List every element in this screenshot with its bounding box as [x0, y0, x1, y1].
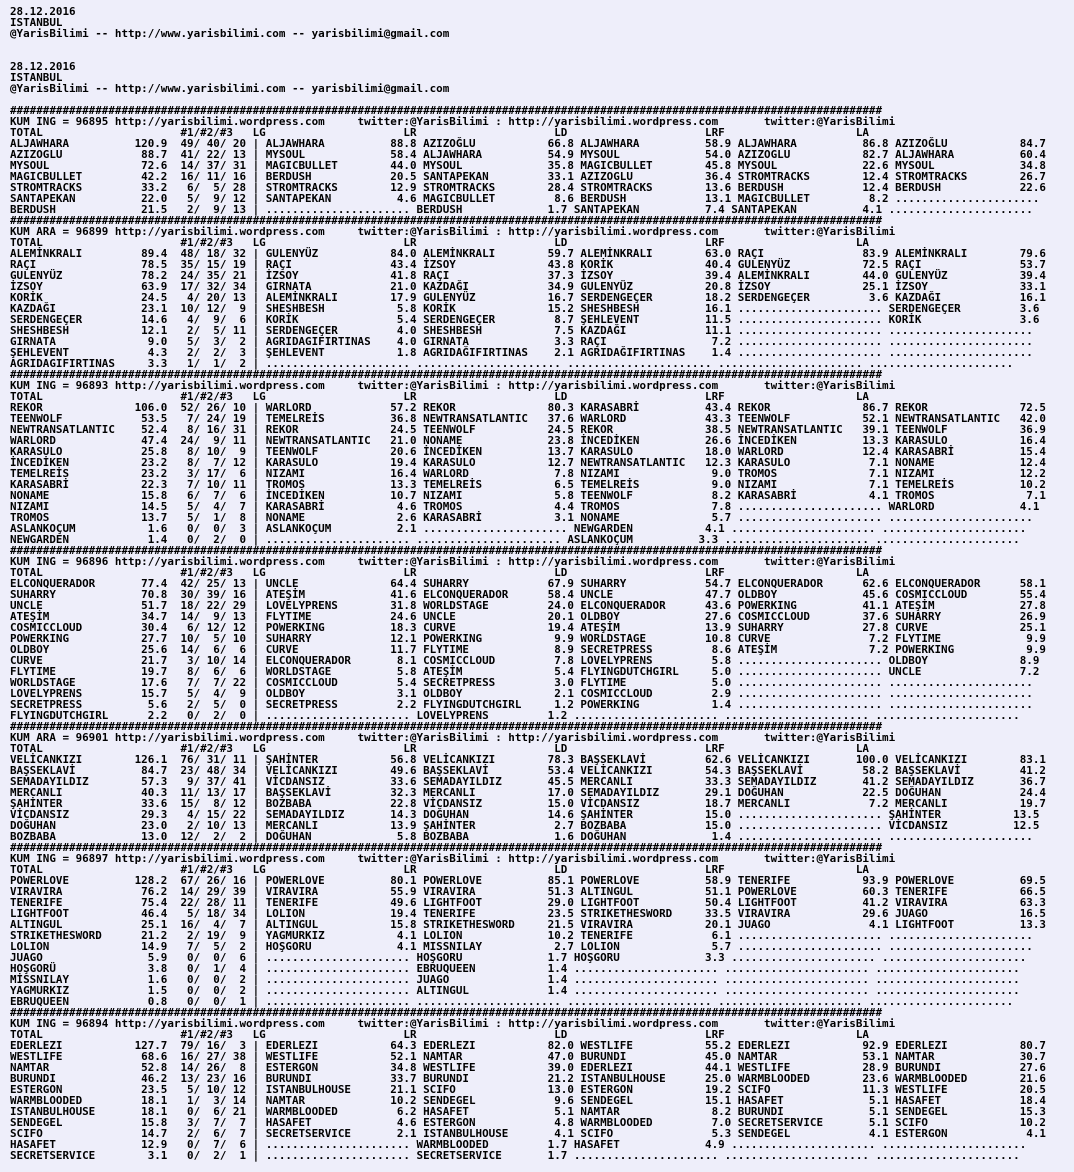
table-row: KORİK 24.5 4/ 20/ 13 | ALEMİNKRALI 17.9 GULENYÜZ 16.7 SERDENGEÇER 18.2 SERDENGEÇER 3.6 KAZDAĞI 16.1 [10, 291, 1046, 304]
table-row: POWERLOVE 128.2 67/ 26/ 16 | POWERLOVE 80.1 POWERLOVE 85.1 POWERLOVE 58.9 TENERIFE 93.9 POWERLOVE 69.5 [10, 874, 1046, 887]
table-row: NEWGARDEN 1.4 0/ 2/ 0 | ...................... ...................... ASLANKOÇUM 3.3 ...................... ...................... [10, 533, 1020, 546]
table-row: WESTLIFE 68.6 16/ 27/ 38 | WESTLIFE 52.1 NAMTAR 47.0 BURUNDI 45.0 NAMTAR 53.1 NAMTAR 30.7 [10, 1050, 1046, 1063]
table-row: JUAGO 5.9 0/ 0/ 6 | ...................... HOŞGORU 1.7 HOŞGORU 3.3 ...................... ...................... [10, 951, 1027, 964]
table-row: VELİCANKIZI 126.1 76/ 31/ 11 | ŞAHİNTER 56.8 VELİCANKIZI 78.3 BAŞSEKLAVİ 62.6 VELİCANKIZI 100.0 VELİCANKIZI 83.1 [10, 753, 1046, 766]
table-row: ESTERGON 23.5 5/ 10/ 12 | ISTANBULHOUSE 21.1 SCIFO 13.0 ESTERGON 19.2 SCIFO 11.3 WESTLIFE 20.5 [10, 1083, 1046, 1096]
separator-line: ##################################################################################################################################### [10, 1006, 883, 1019]
table-row: COSMICCLOUD 30.4 6/ 12/ 12 | POWERKING 18.3 CURVE 19.4 ATEŞİM 13.9 SUHARRY 27.8 CURVE 25.1 [10, 621, 1046, 634]
table-row: BURUNDI 46.2 13/ 23/ 16 | BURUNDI 33.7 BURUNDI 21.2 ISTANBULHOUSE 25.0 WARMBLOODED 23.6 WARMBLOODED 21.6 [10, 1072, 1046, 1085]
race-title: KUM ARA = 96899 http://yarisbilimi.wordpress.com twitter:@YarisBilimi : http://yarisbilimi.wordpress.com twitter:@YarisBilimi [10, 225, 896, 238]
race-section [10, 215, 1064, 369]
blank-line [10, 50, 1064, 61]
blank-line [10, 39, 1064, 50]
table-row: UNCLE 51.7 18/ 22/ 29 | LOVELYPRENS 31.8 WORLDSTAGE 24.0 ELCONQUERADOR 43.6 POWERKING 41.1 ATEŞİM 27.8 [10, 599, 1046, 612]
header-city: ISTANBUL [10, 16, 63, 29]
table-row: NONAME 15.8 6/ 7/ 6 | İNCEDİKEN 10.7 NIZAMI 5.8 TEENWOLF 8.2 KARASABRİ 4.1 TROMOS 7.1 [10, 489, 1046, 502]
table-row: LOVELYPRENS 15.7 5/ 4/ 9 | OLDBOY 3.1 OLDBOY 2.1 COSMICCLOUD 2.9 ...................... ...................... [10, 687, 1033, 700]
table-row: ALEMİNKRALI 89.4 48/ 18/ 32 | GULENYÜZ 84.0 ALEMİNKRALI 59.7 ALEMİNKRALI 63.0 RAÇI 83.9 ALEMİNKRALI 79.6 [10, 247, 1046, 260]
header-date: 28.12.2016 [10, 5, 76, 18]
table-row: NIZAMI 14.5 5/ 4/ 7 | KARASABRİ 4.6 TROMOS 4.4 TROMOS 7.8 ...................... WARLORD 4.1 [10, 500, 1040, 513]
table-row: WARLORD 47.4 24/ 9/ 11 | NEWTRANSATLANTIC 21.0 NONAME 23.8 İNCEDİKEN 26.6 İNCEDİKEN 13.3 KARASULO 16.4 [10, 434, 1046, 447]
table-row: SANTAPEKAN 22.0 5/ 9/ 12 | SANTAPEKAN 4.6 MAGICBULLET 8.6 BERDUSH 13.1 MAGICBULLET 8.2 ...................... [10, 192, 1040, 205]
race-section [10, 721, 1064, 842]
table-row: NEWTRANSATLANTIC 52.4 8/ 16/ 31 | REKOR 24.5 TEENWOLF 24.5 REKOR 38.5 NEWTRANSATLANTIC 39.1 TEENWOLF 36.9 [10, 423, 1046, 436]
table-row: ELCONQUERADOR 77.4 42/ 25/ 13 | UNCLE 64.4 SUHARRY 67.9 SUHARRY 54.7 ELCONQUERADOR 62.6 ELCONQUERADOR 58.1 [10, 577, 1046, 590]
header-block [10, 6, 1064, 39]
table-row: LIGHTFOOT 46.4 5/ 18/ 34 | LOLION 19.4 TENERIFE 23.5 STRIKETHESWORD 33.5 VIRAVIRA 29.6 JUAGO 16.5 [10, 907, 1046, 920]
table-row: REKOR 106.0 52/ 26/ 10 | WARLORD 57.2 REKOR 80.3 KARASABRİ 43.4 REKOR 86.7 REKOR 72.5 [10, 401, 1046, 414]
table-row: YAGMURKIZ 1.5 0/ 0/ 2 | ...................... ALTINGUL 1.4 ...................... ...................... ...................... [10, 984, 1020, 997]
table-row: EBRUQUEEN 0.8 0/ 0/ 1 | ...................... ...................... ...................... ...................... ...................... [10, 995, 1014, 1008]
table-row: CURVE 21.7 3/ 10/ 14 | ELCONQUERADOR 8.1 COSMICCLOUD 7.8 LOVELYPRENS 5.8 ...................... OLDBOY 8.9 [10, 654, 1040, 667]
table-row: WARMBLOODED 18.1 1/ 3/ 14 | NAMTAR 10.2 SENDEGEL 9.6 SENDEGEL 15.1 HASAFET 5.1 HASAFET 18.4 [10, 1094, 1046, 1107]
table-row: ATEŞİM 34.7 14/ 9/ 13 | FLYTIME 24.6 UNCLE 20.1 OLDBOY 27.6 COSMICCLOUD 37.6 SUHARRY 26.9 [10, 610, 1046, 623]
table-row: ŞEHLEVENT 4.3 2/ 2/ 3 | ŞEHLEVENT 1.8 AGRIDAĞIFIRTINAS 2.1 AGRIDAĞIFIRTINAS 1.4 ...................... ...................... [10, 346, 1033, 359]
table-row: LOLION 14.9 7/ 5/ 2 | HOŞGORU 4.1 MISSNILAY 2.7 LOLION 5.7 ...................... ...................... [10, 940, 1033, 953]
column-header: TOTAL #1/#2/#3 LG LR LD LRF LA [10, 742, 869, 755]
table-row: ISTANBULHOUSE 18.1 0/ 6/ 21 | WARMBLOODED 6.2 HASAFET 5.1 NAMTAR 8.2 BURUNDI 5.1 SENDEGEL 15.3 [10, 1105, 1046, 1118]
separator-line: ##################################################################################################################################### [10, 368, 883, 381]
table-row: AGRIDAGIFIRTINAS 3.3 1/ 1/ 2 | ...................... ...................... ...................... ...................... ...................... [10, 357, 1014, 370]
header-contact: @YarisBilimi -- http://www.yarisbilimi.com -- yarisbilimi@gmail.com [10, 27, 450, 40]
table-row: TENERIFE 75.4 22/ 28/ 11 | TENERIFE 49.6 LIGHTFOOT 29.0 LIGHTFOOT 50.4 LIGHTFOOT 41.2 VIRAVIRA 63.3 [10, 896, 1046, 909]
table-row: WORLDSTAGE 17.6 7/ 7/ 22 | COSMICCLOUD 5.4 SECRETPRESS 3.0 FLYTIME 5.0 ...................... ...................... [10, 676, 1033, 689]
table-row: EDERLEZI 127.7 79/ 16/ 3 | EDERLEZI 64.3 EDERLEZI 82.0 WESTLIFE 55.2 EDERLEZI 92.9 EDERLEZI 80.7 [10, 1039, 1046, 1052]
table-row: NAMTAR 52.8 14/ 26/ 8 | ESTERGON 34.8 WESTLIFE 39.0 EDERLEZI 44.1 WESTLIFE 28.9 BURUNDI 27.6 [10, 1061, 1046, 1074]
race-title: KUM ING = 96895 http://yarisbilimi.wordpress.com twitter:@YarisBilimi : http://yarisbilimi.wordpress.com twitter:@YarisBilimi [10, 115, 896, 128]
race-section [10, 105, 1064, 215]
column-header: TOTAL #1/#2/#3 LG LR LD LRF LA [10, 236, 869, 249]
table-row: STRIKETHESWORD 21.2 2/ 19/ 9 | YAGMURKIZ 4.1 LOLION 10.2 TENERIFE 6.1 ...................... ...................... [10, 929, 1033, 942]
table-row: STROMTRACKS 33.2 6/ 5/ 28 | STROMTRACKS 12.9 STROMTRACKS 28.4 STROMTRACKS 13.6 BERDUSH 12.4 BERDUSH 22.6 [10, 181, 1046, 194]
table-row: HASAFET 12.9 0/ 7/ 6 | ...................... WARMBLOODED 1.7 HASAFET 4.9 ...................... ...................... [10, 1138, 1027, 1151]
header-city: ISTANBUL [10, 71, 63, 84]
table-row: ALJAWHARA 120.9 49/ 40/ 20 | ALJAWHARA 88.8 AZIZOĞLU 66.8 ALJAWHARA 58.9 ALJAWHARA 86.8 AZIZOĞLU 84.7 [10, 137, 1046, 150]
table-row: TEENWOLF 53.5 7/ 24/ 19 | TEMELREİS 36.8 NEWTRANSATLANTIC 37.6 WARLORD 43.3 TEENWOLF 52.1 NEWTRANSATLANTIC 42.0 [10, 412, 1046, 425]
table-row: TROMOS 13.7 5/ 1/ 8 | NONAME 2.6 KARASABRİ 3.1 NONAME 5.7 ...................... ...................... [10, 511, 1033, 524]
table-row: MERCANLI 40.3 11/ 13/ 17 | BAŞSEKLAVİ 32.3 MERCANLI 17.0 SEMADAYILDIZ 29.1 DOĞUHAN 22.5 DOĞUHAN 24.4 [10, 786, 1046, 799]
separator-line: ##################################################################################################################################### [10, 720, 883, 733]
table-row: İZSOY 63.9 17/ 32/ 34 | GIRNATA 21.0 KAZDAĞI 34.9 GULENYÜZ 20.8 İZSOY 25.1 İZSOY 33.1 [10, 280, 1046, 293]
table-row: KARASULO 25.8 8/ 10/ 9 | TEENWOLF 20.6 İNCEDİKEN 13.7 KARASULO 18.0 WARLORD 12.4 KARASABRİ 15.4 [10, 445, 1046, 458]
table-row: KAZDAĞI 23.1 10/ 12/ 9 | SHESHBESH 5.8 KORİK 15.2 SHESHBESH 16.1 ...................... SERDENGEÇER 3.6 [10, 302, 1040, 315]
table-row: POWERKING 27.7 10/ 5/ 10 | SUHARRY 12.1 POWERKING 9.9 WORLDSTAGE 10.8 CURVE 7.2 FLYTIME 9.9 [10, 632, 1046, 645]
race-title: KUM ING = 96894 http://yarisbilimi.wordpress.com twitter:@YarisBilimi : http://yarisbilimi.wordpress.com twitter:@YarisBilimi [10, 1017, 896, 1030]
column-header: TOTAL #1/#2/#3 LG LR LD LRF LA [10, 390, 869, 403]
table-row: BOZBABA 13.0 12/ 2/ 2 | DOĞUHAN 5.8 BOZBABA 1.6 DOĞUHAN 1.4 ...................... ...................... [10, 830, 1033, 843]
race-section [10, 369, 1064, 545]
table-row: AZIZOGLU 88.7 41/ 22/ 13 | MYSOUL 58.4 ALJAWHARA 54.9 MYSOUL 54.0 AZIZOGLU 82.7 ALJAWHARA 60.4 [10, 148, 1046, 161]
table-row: SHESHBESH 12.1 2/ 5/ 11 | SERDENGEÇER 4.0 SHESHBESH 7.5 KAZDAĞI 11.1 ...................... ...................... [10, 324, 1033, 337]
race-title: KUM ING = 96893 http://yarisbilimi.wordpress.com twitter:@YarisBilimi : http://yarisbilimi.wordpress.com twitter:@YarisBilimi [10, 379, 896, 392]
table-row: OLDBOY 25.6 14/ 6/ 6 | CURVE 11.7 FLYTIME 8.9 SECRETPRESS 8.6 ATEŞİM 7.2 POWERKING 9.9 [10, 643, 1046, 656]
table-row: RAÇI 78.5 35/ 15/ 19 | RAÇI 43.4 İZSOY 43.8 KORİK 40.4 GULENYÜZ 72.5 RAÇI 53.7 [10, 258, 1046, 271]
table-row: SENDEGEL 15.8 3/ 7/ 7 | HASAFET 4.6 ESTERGON 4.8 WARMBLOODED 7.0 SECRETSERVICE 5.1 SCIFO 10.2 [10, 1116, 1046, 1129]
table-row: KARASABRİ 22.3 7/ 10/ 11 | TROMOS 13.3 TEMELREİS 6.5 TEMELREİS 9.0 NIZAMI 7.1 TEMELREİS 10.2 [10, 478, 1046, 491]
column-header: TOTAL #1/#2/#3 LG LR LD LRF LA [10, 1028, 869, 1041]
table-row: FLYTIME 19.7 8/ 6/ 6 | WORLDSTAGE 5.8 ATEŞİM 5.4 FLYINGDUTCHGIRL 5.0 ...................... UNCLE 7.2 [10, 665, 1040, 678]
table-row: SCIFO 14.7 2/ 6/ 7 | SECRETSERVICE 2.1 ISTANBULHOUSE 4.1 SCIFO 5.3 SENDEGEL 4.1 ESTERGON 4.1 [10, 1127, 1046, 1140]
table-row: BERDUSH 21.5 2/ 9/ 13 | ...................... BERDUSH 1.7 SANTAPEKAN 7.4 SANTAPEKAN 4.1 ...................... [10, 203, 1033, 216]
table-row: TEMELREİS 23.2 3/ 17/ 6 | NIZAMI 16.4 WARLORD 7.8 NIZAMI 9.0 TROMOS 7.1 NIZAMI 12.2 [10, 467, 1046, 480]
table-row: HOŞGORÜ 3.8 0/ 1/ 4 | ...................... EBRUQUEEN 1.4 ...................... ...................... ...................... [10, 962, 1020, 975]
race-section [10, 1007, 1064, 1161]
separator-line: ##################################################################################################################################### [10, 544, 883, 557]
table-row: SECRETSERVICE 3.1 0/ 2/ 1 | ...................... SECRETSERVICE 1.7 ...................... ...................... ...................... [10, 1149, 1020, 1162]
table-row: MYSOUL 72.6 14/ 37/ 31 | MAGICBULLET 44.0 MYSOUL 35.8 MAGICBULLET 45.8 MYSOUL 22.6 MYSOUL 34.8 [10, 159, 1046, 172]
header-contact: @YarisBilimi -- http://www.yarisbilimi.com -- yarisbilimi@gmail.com [10, 82, 450, 95]
table-row: FLYINGDUTCHGIRL 2.2 0/ 2/ 0 | ...................... LOVELYPRENS 1.2 ...................... ...................... ...................... [10, 709, 1020, 722]
column-header: TOTAL #1/#2/#3 LG LR LD LRF LA [10, 863, 869, 876]
table-row: GULENYÜZ 78.2 24/ 35/ 21 | İZSOY 41.8 RAÇI 37.3 İZSOY 39.4 ALEMİNKRALI 44.0 GULENYÜZ 39.4 [10, 269, 1046, 282]
table-row: ŞAHİNTER 33.6 15/ 8/ 12 | BOZBABA 22.8 VİCDANSIZ 15.0 VİCDANSIZ 18.7 MERCANLI 7.2 MERCANLI 19.7 [10, 797, 1046, 810]
table-row: VIRAVIRA 76.2 14/ 29/ 39 | VIRAVIRA 55.9 VIRAVIRA 51.3 ALTINGUL 51.1 POWERLOVE 60.3 TENERIFE 66.5 [10, 885, 1046, 898]
column-header: TOTAL #1/#2/#3 LG LR LD LRF LA [10, 126, 869, 139]
race-title: KUM ARA = 96901 http://yarisbilimi.wordpress.com twitter:@YarisBilimi : http://yarisbilimi.wordpress.com twitter:@YarisBilimi [10, 731, 896, 744]
separator-line: ##################################################################################################################################### [10, 841, 883, 854]
table-row: ASLANKOÇUM 1.6 0/ 0/ 3 | ASLANKOÇUM 2.1 ...................... NEWGARDEN 4.1 ...................... ...................... [10, 522, 1027, 535]
table-row: GIRNATA 9.0 5/ 3/ 2 | AGRIDAGIFIRTINAS 4.0 GIRNATA 3.3 RAÇI 7.2 ...................... ...................... [10, 335, 1033, 348]
header-block [10, 61, 1064, 94]
table-row: VİCDANSIZ 29.3 4/ 15/ 22 | SEMADAYILDIZ 14.3 DOĞUHAN 14.6 ŞAHİNTER 15.0 ...................... ŞAHİNTER 13.5 [10, 808, 1040, 821]
race-title: KUM ING = 96896 http://yarisbilimi.wordpress.com twitter:@YarisBilimi : http://yarisbilimi.wordpress.com twitter:@YarisBilimi [10, 555, 896, 568]
table-row: İNCEDİKEN 23.2 8/ 7/ 12 | KARASULO 19.4 KARASULO 12.7 NEWTRANSATLANTIC 12.3 KARASULO 7.1 NONAME 12.4 [10, 456, 1046, 469]
table-row: BAŞSEKLAVİ 84.7 23/ 48/ 34 | VELİCANKIZI 49.6 BAŞSEKLAVİ 53.4 VELİCANKIZI 54.3 BAŞSEKLAVİ 58.2 BAŞSEKLAVİ 41.2 [10, 764, 1046, 777]
table-row: MİSSNILAY 1.6 0/ 0/ 2 | ...................... JUAGO 1.4 ...................... ...................... ...................... [10, 973, 1020, 986]
table-row: SUHARRY 70.8 30/ 39/ 16 | ATEŞİM 41.6 ELCONQUERADOR 58.4 UNCLE 47.7 OLDBOY 45.6 COSMICCLOUD 55.4 [10, 588, 1046, 601]
header-date: 28.12.2016 [10, 60, 76, 73]
table-row: DOĞUHAN 23.0 2/ 10/ 13 | MERCANLI 13.9 ŞAHİNTER 2.7 BOZBABA 15.0 ...................... VİCDANSIZ 12.5 [10, 819, 1040, 832]
separator-line: ##################################################################################################################################### [10, 214, 883, 227]
table-row: SEMADAYILDIZ 57.3 9/ 37/ 41 | VİCDANSIZ 33.6 SEMADAYILDIZ 45.5 MERCANLI 33.3 SEMADAYILDIZ 41.2 SEMADAYILDIZ 36.7 [10, 775, 1046, 788]
table-row: SECRETPRESS 5.6 2/ 5/ 0 | SECRETPRESS 2.2 FLYINGDUTCHGIRL 1.2 POWERKING 1.4 ...................... ...................... [10, 698, 1033, 711]
race-section [10, 545, 1064, 721]
column-header: TOTAL #1/#2/#3 LG LR LD LRF LA [10, 566, 869, 579]
table-row: MAGICBULLET 42.2 16/ 11/ 16 | BERDUSH 20.5 SANTAPEKAN 33.1 AZIZOGLU 36.4 STROMTRACKS 12.4 STROMTRACKS 26.7 [10, 170, 1046, 183]
table-row: ALTINGUL 25.1 16/ 4/ 7 | ALTINGUL 15.8 STRIKETHESWORD 21.5 VIRAVIRA 20.1 JUAGO 4.1 LIGHTFOOT 13.3 [10, 918, 1046, 931]
table-row: SERDENGEÇER 14.6 4/ 9/ 6 | KORİK 5.4 SERDENGEÇER 8.7 ŞEHLEVENT 11.5 ...................... KORİK 3.6 [10, 313, 1040, 326]
race-title: KUM ING = 96897 http://yarisbilimi.wordpress.com twitter:@YarisBilimi : http://yarisbilimi.wordpress.com twitter:@YarisBilimi [10, 852, 896, 865]
race-section [10, 842, 1064, 1007]
separator-line: ##################################################################################################################################### [10, 104, 883, 117]
